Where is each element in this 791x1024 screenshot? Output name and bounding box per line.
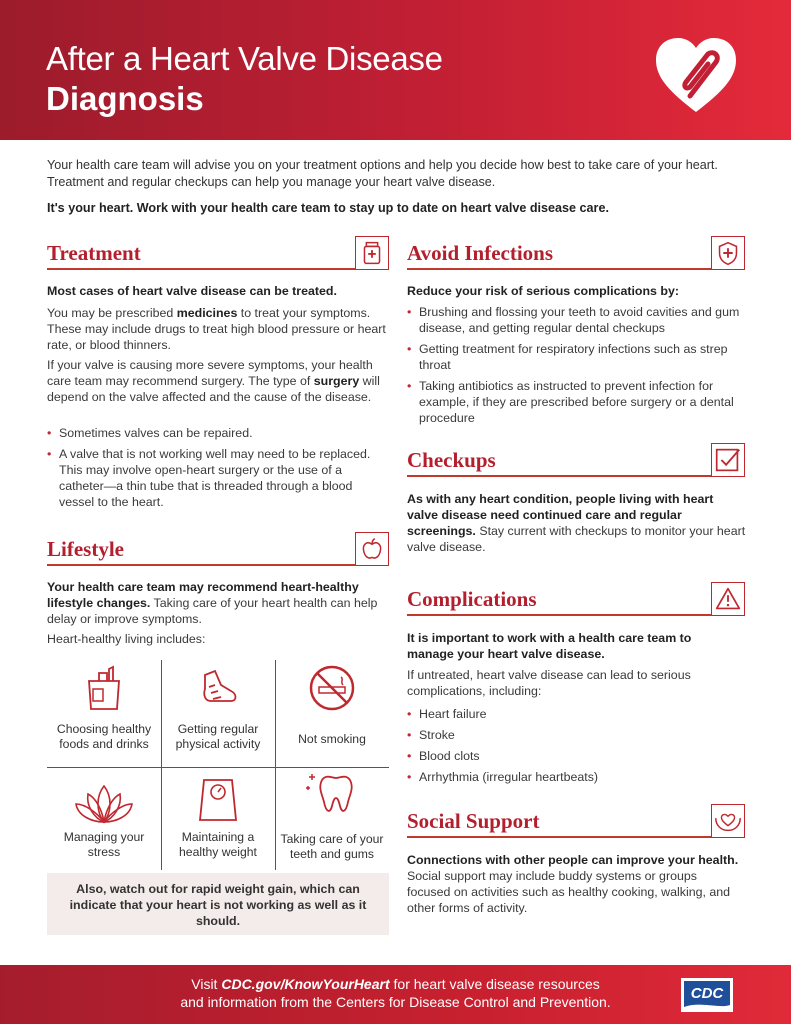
infections-lead: Reduce your risk of serious complications by: <box>407 284 679 298</box>
list-item: • Stroke <box>407 727 745 743</box>
section-divider <box>407 475 745 477</box>
grocery-bag-icon <box>79 663 129 713</box>
page-header <box>0 0 791 140</box>
list-item: • Sometimes valves can be repaired. <box>47 425 387 441</box>
checkups-text: As with any heart condition, people living with heart valve disease need continued care and regular screenings. Stay current with checkups to monitor your heart valve disease. <box>407 492 746 554</box>
section-divider <box>407 614 745 616</box>
lifestyle-caption: Managing your stress <box>63 830 145 859</box>
scale-icon <box>196 776 240 824</box>
checkups-header <box>407 441 745 477</box>
lifestyle-caption: Choosing healthy foods and drinks <box>56 722 152 751</box>
lifestyle-sub: Heart-healthy living includes: <box>47 632 206 646</box>
section-divider <box>407 268 745 270</box>
page-title-line2: Diagnosis <box>46 80 204 117</box>
lifestyle-header <box>47 530 389 566</box>
lifestyle-item-teeth <box>275 770 389 875</box>
complications-header <box>407 580 745 616</box>
treatment-paragraph-1: You may be prescribed medicines to treat your symptoms. These may include drugs to treat high blood pressure or heart rate, or blood thinners. <box>47 306 386 352</box>
treatment-title: Treatment <box>47 241 141 265</box>
lifestyle-caption: Not smoking <box>298 732 366 746</box>
hands-heart-icon <box>711 804 745 838</box>
social-title: Social Support <box>407 809 540 833</box>
treatment-lead: Most cases of heart valve disease can be treated. <box>47 284 337 298</box>
intro-text: Your health care team will advise you on your treatment options and help you decide how best to take care of your heart. Treatment and regular checkups can help you manage your heart valve disease. <box>47 158 718 189</box>
lotus-icon <box>72 782 136 826</box>
medicines-emphasis: medicines <box>176 306 238 320</box>
list-item: • Arrhythmia (irregular heartbeats) <box>407 769 745 785</box>
cdc-logo-icon <box>680 977 734 1013</box>
section-divider <box>47 564 389 566</box>
warning-icon <box>711 582 745 616</box>
page-footer <box>0 965 791 1024</box>
lifestyle-grid <box>47 660 389 870</box>
lifestyle-title: Lifestyle <box>47 537 124 561</box>
lifestyle-lead: Your health care team may recommend heart-healthy lifestyle changes. Taking care of your heart health can help delay or improve symptoms. <box>47 580 378 626</box>
surgery-emphasis: surgery <box>313 374 360 388</box>
checkups-title: Checkups <box>407 448 496 472</box>
footer-line-1: Visit CDC.gov/KnowYourHeart for heart valve disease resources <box>191 976 600 992</box>
list-item: • Brushing and flossing your teeth to avoid cavities and gum disease, and getting regular dental checkups <box>407 304 745 336</box>
grid-divider <box>47 767 389 768</box>
complications-sub: If untreated, heart valve disease can lead to serious complications, including: <box>407 668 691 698</box>
lifestyle-item-smoking <box>275 660 389 765</box>
section-divider <box>47 268 389 270</box>
infections-title: Avoid Infections <box>407 241 554 265</box>
shield-cross-icon <box>711 236 745 270</box>
lifestyle-caption: Taking care of your teeth and gums <box>280 832 384 861</box>
cdc-logo-text: CDC <box>690 985 724 1002</box>
list-item: • Heart failure <box>407 706 745 722</box>
treatment-header <box>47 234 389 270</box>
lifestyle-caption: Maintaining a healthy weight <box>179 830 257 859</box>
list-item: • Blood clots <box>407 748 745 764</box>
complications-lead: It is important to work with a health care team to manage your heart valve disease. <box>407 631 692 661</box>
tooth-icon <box>304 770 360 816</box>
no-smoking-icon <box>307 663 357 713</box>
running-shoe-icon <box>193 663 243 713</box>
page-title-line1: After a Heart Valve Disease <box>46 40 443 77</box>
list-item: • Getting treatment for respiratory infections such as strep throat <box>407 341 745 373</box>
weight-gain-note: Also, watch out for rapid weight gain, which can indicate that your heart is not working as well as it should. <box>47 873 389 935</box>
lifestyle-item-activity <box>161 660 275 765</box>
lifestyle-caption: Getting regular physical activity <box>175 722 261 751</box>
lifestyle-item-weight <box>161 770 275 875</box>
checkbox-icon <box>711 443 745 477</box>
intro-bold-text: It's your heart. Work with your health care team to stay up to date on heart valve disease care. <box>47 201 609 215</box>
treatment-bullets <box>47 425 387 515</box>
lifestyle-item-stress <box>47 770 161 875</box>
heart-logo-icon <box>650 30 742 122</box>
section-divider <box>407 836 745 838</box>
social-text: Connections with other people can improve your health. Social support may include buddy systems or groups focused on activities such as healthy cooking, walking, and other forms of activity. <box>407 853 739 915</box>
footer-line-2: and information from the Centers for Disease Control and Prevention. <box>180 994 611 1010</box>
complications-title: Complications <box>407 587 537 611</box>
list-item: • A valve that is not working well may need to be replaced. This may involve open-heart surgery or the use of a catheter—a thin tube that is threaded through a blood vessel to the heart. <box>47 446 387 510</box>
lifestyle-item-foods <box>47 660 161 765</box>
know-your-heart-link[interactable]: CDC.gov/KnowYourHeart <box>221 976 390 992</box>
infections-bullets <box>407 304 745 431</box>
social-header <box>407 802 745 838</box>
medicine-bottle-icon <box>355 236 389 270</box>
infections-header <box>407 234 745 270</box>
complications-bullets <box>407 706 745 790</box>
treatment-paragraph-2: If your valve is causing more severe symptoms, your health care team may recommend surgery. The type of surgery will depend on the valve affected and the cause of the disease. <box>47 358 380 404</box>
apple-icon <box>355 532 389 566</box>
list-item: • Taking antibiotics as instructed to prevent infection for example, if they are prescribed before surgery or a dental procedure <box>407 378 745 426</box>
